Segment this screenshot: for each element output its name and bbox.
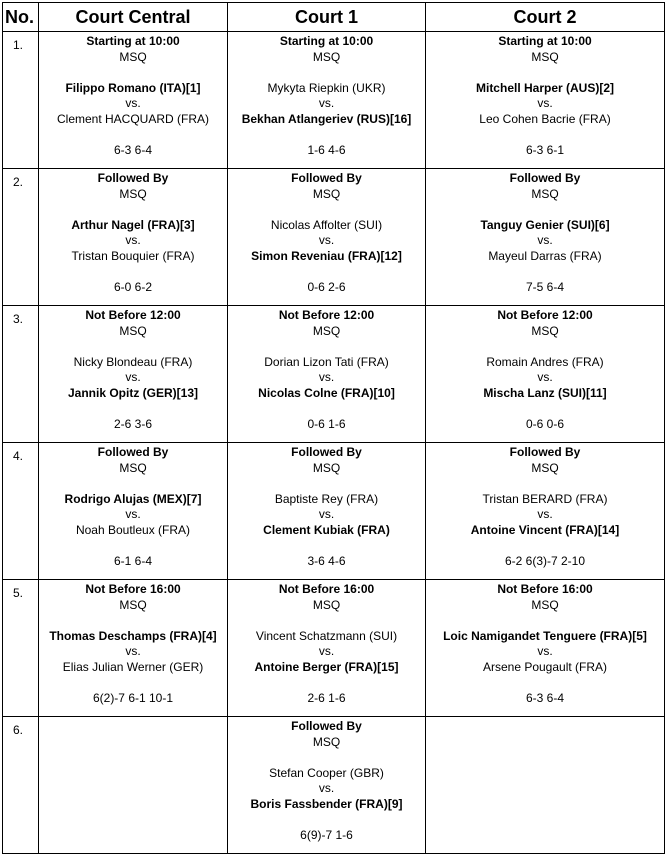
versus-label: vs. — [125, 644, 141, 659]
player-1: Stefan Cooper (GBR) — [269, 765, 384, 780]
player-1: Rodrigo Alujas (MEX)[7] — [64, 491, 202, 506]
match-time: Followed By — [291, 171, 362, 185]
match-time: Starting at 10:00 — [498, 34, 592, 48]
player-2: Antoine Vincent (FRA)[14] — [470, 522, 620, 537]
player-2: Clement HACQUARD (FRA) — [56, 111, 209, 126]
player-1: Nicky Blondeau (FRA) — [73, 354, 193, 369]
versus-label: vs. — [318, 370, 335, 385]
match-time: Starting at 10:00 — [86, 34, 180, 48]
row-number: 2. — [3, 169, 39, 306]
match-time: Followed By — [97, 445, 169, 459]
player-1: Romain Andres (FRA) — [486, 354, 604, 369]
match-category: MSQ — [119, 460, 147, 475]
player-2: Clement Kubiak (FRA) — [263, 522, 390, 537]
match-cell — [39, 32, 228, 169]
match-score: 6(9)-7 1-6 — [300, 828, 353, 843]
match-time: Not Before 12:00 — [278, 308, 375, 322]
player-1: Baptiste Rey (FRA) — [274, 491, 379, 506]
header-no: No. — [3, 3, 39, 32]
player-2: Boris Fassbender (FRA)[9] — [250, 796, 403, 811]
header-court-2: Court 2 — [426, 3, 665, 32]
player-1: Nicolas Affolter (SUI) — [270, 217, 383, 232]
match-category: MSQ — [119, 597, 147, 612]
player-2: Mayeul Darras (FRA) — [488, 248, 602, 263]
versus-label: vs. — [537, 644, 553, 659]
versus-label: vs. — [537, 233, 553, 248]
player-2: Arsene Pougault (FRA) — [482, 659, 608, 674]
match-cell — [39, 580, 228, 717]
match-time: Not Before 12:00 — [85, 308, 181, 322]
match-category: MSQ — [312, 597, 341, 612]
header-court-central: Court Central — [39, 3, 228, 32]
table-row — [3, 443, 665, 580]
match-category: MSQ — [312, 49, 341, 64]
player-2: Elias Julian Werner (GER) — [62, 659, 204, 674]
match-score: 0-6 0-6 — [525, 417, 565, 432]
match-score: 2-6 3-6 — [113, 417, 153, 432]
player-2: Simon Reveniau (FRA)[12] — [251, 248, 402, 263]
row-number: 6. — [3, 717, 39, 854]
match-category: MSQ — [119, 323, 147, 338]
table-row — [3, 306, 665, 443]
match-category: MSQ — [531, 49, 559, 64]
match-time: Not Before 16:00 — [278, 582, 375, 596]
match-time: Followed By — [291, 445, 362, 459]
match-cell — [39, 717, 228, 854]
match-cell — [39, 306, 228, 443]
player-1: Arthur Nagel (FRA)[3] — [71, 217, 195, 232]
match-cell — [228, 32, 426, 169]
player-2: Noah Boutleux (FRA) — [75, 522, 191, 537]
match-cell — [426, 169, 665, 306]
match-cell — [426, 717, 665, 854]
table-row — [3, 717, 665, 854]
row-number: 3. — [3, 306, 39, 443]
match-cell — [228, 580, 426, 717]
match-cell — [39, 169, 228, 306]
match-time: Starting at 10:00 — [279, 34, 374, 48]
player-1: Mitchell Harper (AUS)[2] — [475, 80, 615, 95]
match-score: 6-0 6-2 — [113, 280, 153, 295]
match-score: 6-3 6-4 — [525, 691, 565, 706]
match-time: Not Before 16:00 — [497, 582, 593, 596]
match-category: MSQ — [531, 323, 559, 338]
match-time: Followed By — [97, 171, 169, 185]
match-cell — [426, 443, 665, 580]
match-score: 6-1 6-4 — [113, 554, 153, 569]
player-2: Bekhan Atlangeriev (RUS)[16] — [241, 111, 412, 126]
versus-label: vs. — [125, 96, 141, 111]
match-cell — [228, 306, 426, 443]
match-cell — [426, 32, 665, 169]
versus-label: vs. — [125, 233, 141, 248]
player-1: Tristan BERARD (FRA) — [482, 491, 608, 506]
player-2: Leo Cohen Bacrie (FRA) — [479, 111, 611, 126]
versus-label: vs. — [318, 96, 335, 111]
versus-label: vs. — [537, 96, 553, 111]
header-court-1: Court 1 — [228, 3, 426, 32]
match-score: 0-6 1-6 — [307, 417, 346, 432]
player-2: Tristan Bouquier (FRA) — [71, 248, 195, 263]
match-category: MSQ — [119, 186, 147, 201]
player-1: Thomas Deschamps (FRA)[4] — [49, 628, 217, 643]
row-number: 1. — [3, 32, 39, 169]
versus-label: vs. — [537, 370, 553, 385]
match-score: 3-6 4-6 — [307, 554, 346, 569]
match-score: 2-6 1-6 — [307, 691, 346, 706]
versus-label: vs. — [318, 507, 335, 522]
match-cell — [228, 717, 426, 854]
row-number: 4. — [3, 443, 39, 580]
match-score: 6(2)-7 6-1 10-1 — [92, 691, 174, 706]
table-row — [3, 169, 665, 306]
player-1: Loic Namigandet Tenguere (FRA)[5] — [443, 628, 647, 643]
player-1: Vincent Schatzmann (SUI) — [255, 628, 398, 643]
versus-label: vs. — [318, 644, 335, 659]
match-score: 1-6 4-6 — [307, 143, 346, 158]
match-time: Not Before 12:00 — [497, 308, 593, 322]
table-row — [3, 32, 665, 169]
match-score: 6-2 6(3)-7 2-10 — [504, 554, 586, 569]
table-row — [3, 580, 665, 717]
match-cell — [228, 443, 426, 580]
match-category: MSQ — [312, 186, 341, 201]
match-score: 0-6 2-6 — [307, 280, 346, 295]
match-category: MSQ — [531, 597, 559, 612]
match-time: Not Before 16:00 — [85, 582, 181, 596]
match-cell — [426, 306, 665, 443]
match-category: MSQ — [312, 734, 341, 749]
versus-label: vs. — [125, 370, 141, 385]
match-category: MSQ — [312, 323, 341, 338]
player-2: Nicolas Colne (FRA)[10] — [258, 385, 395, 400]
player-2: Antoine Berger (FRA)[15] — [254, 659, 399, 674]
match-category: MSQ — [531, 186, 559, 201]
player-1: Tanguy Genier (SUI)[6] — [480, 217, 610, 232]
match-category: MSQ — [531, 460, 559, 475]
match-time: Followed By — [509, 445, 581, 459]
match-score: 6-3 6-4 — [113, 143, 153, 158]
match-score: 6-3 6-1 — [525, 143, 565, 158]
match-cell — [228, 169, 426, 306]
match-cell — [39, 443, 228, 580]
player-1: Dorian Lizon Tati (FRA) — [264, 354, 389, 369]
header-row — [3, 3, 665, 32]
player-1: Mykyta Riepkin (UKR) — [267, 80, 386, 95]
versus-label: vs. — [318, 233, 335, 248]
versus-label: vs. — [318, 781, 335, 796]
match-cell — [426, 580, 665, 717]
match-category: MSQ — [119, 49, 147, 64]
versus-label: vs. — [537, 507, 553, 522]
match-time: Followed By — [509, 171, 581, 185]
player-2: Mischa Lanz (SUI)[11] — [483, 385, 607, 400]
match-score: 7-5 6-4 — [525, 280, 565, 295]
player-2: Jannik Opitz (GER)[13] — [67, 385, 198, 400]
row-number: 5. — [3, 580, 39, 717]
versus-label: vs. — [125, 507, 141, 522]
match-time: Followed By — [291, 719, 362, 733]
order-of-play-table — [2, 2, 665, 854]
player-1: Filippo Romano (ITA)[1] — [65, 80, 201, 95]
match-category: MSQ — [312, 460, 341, 475]
